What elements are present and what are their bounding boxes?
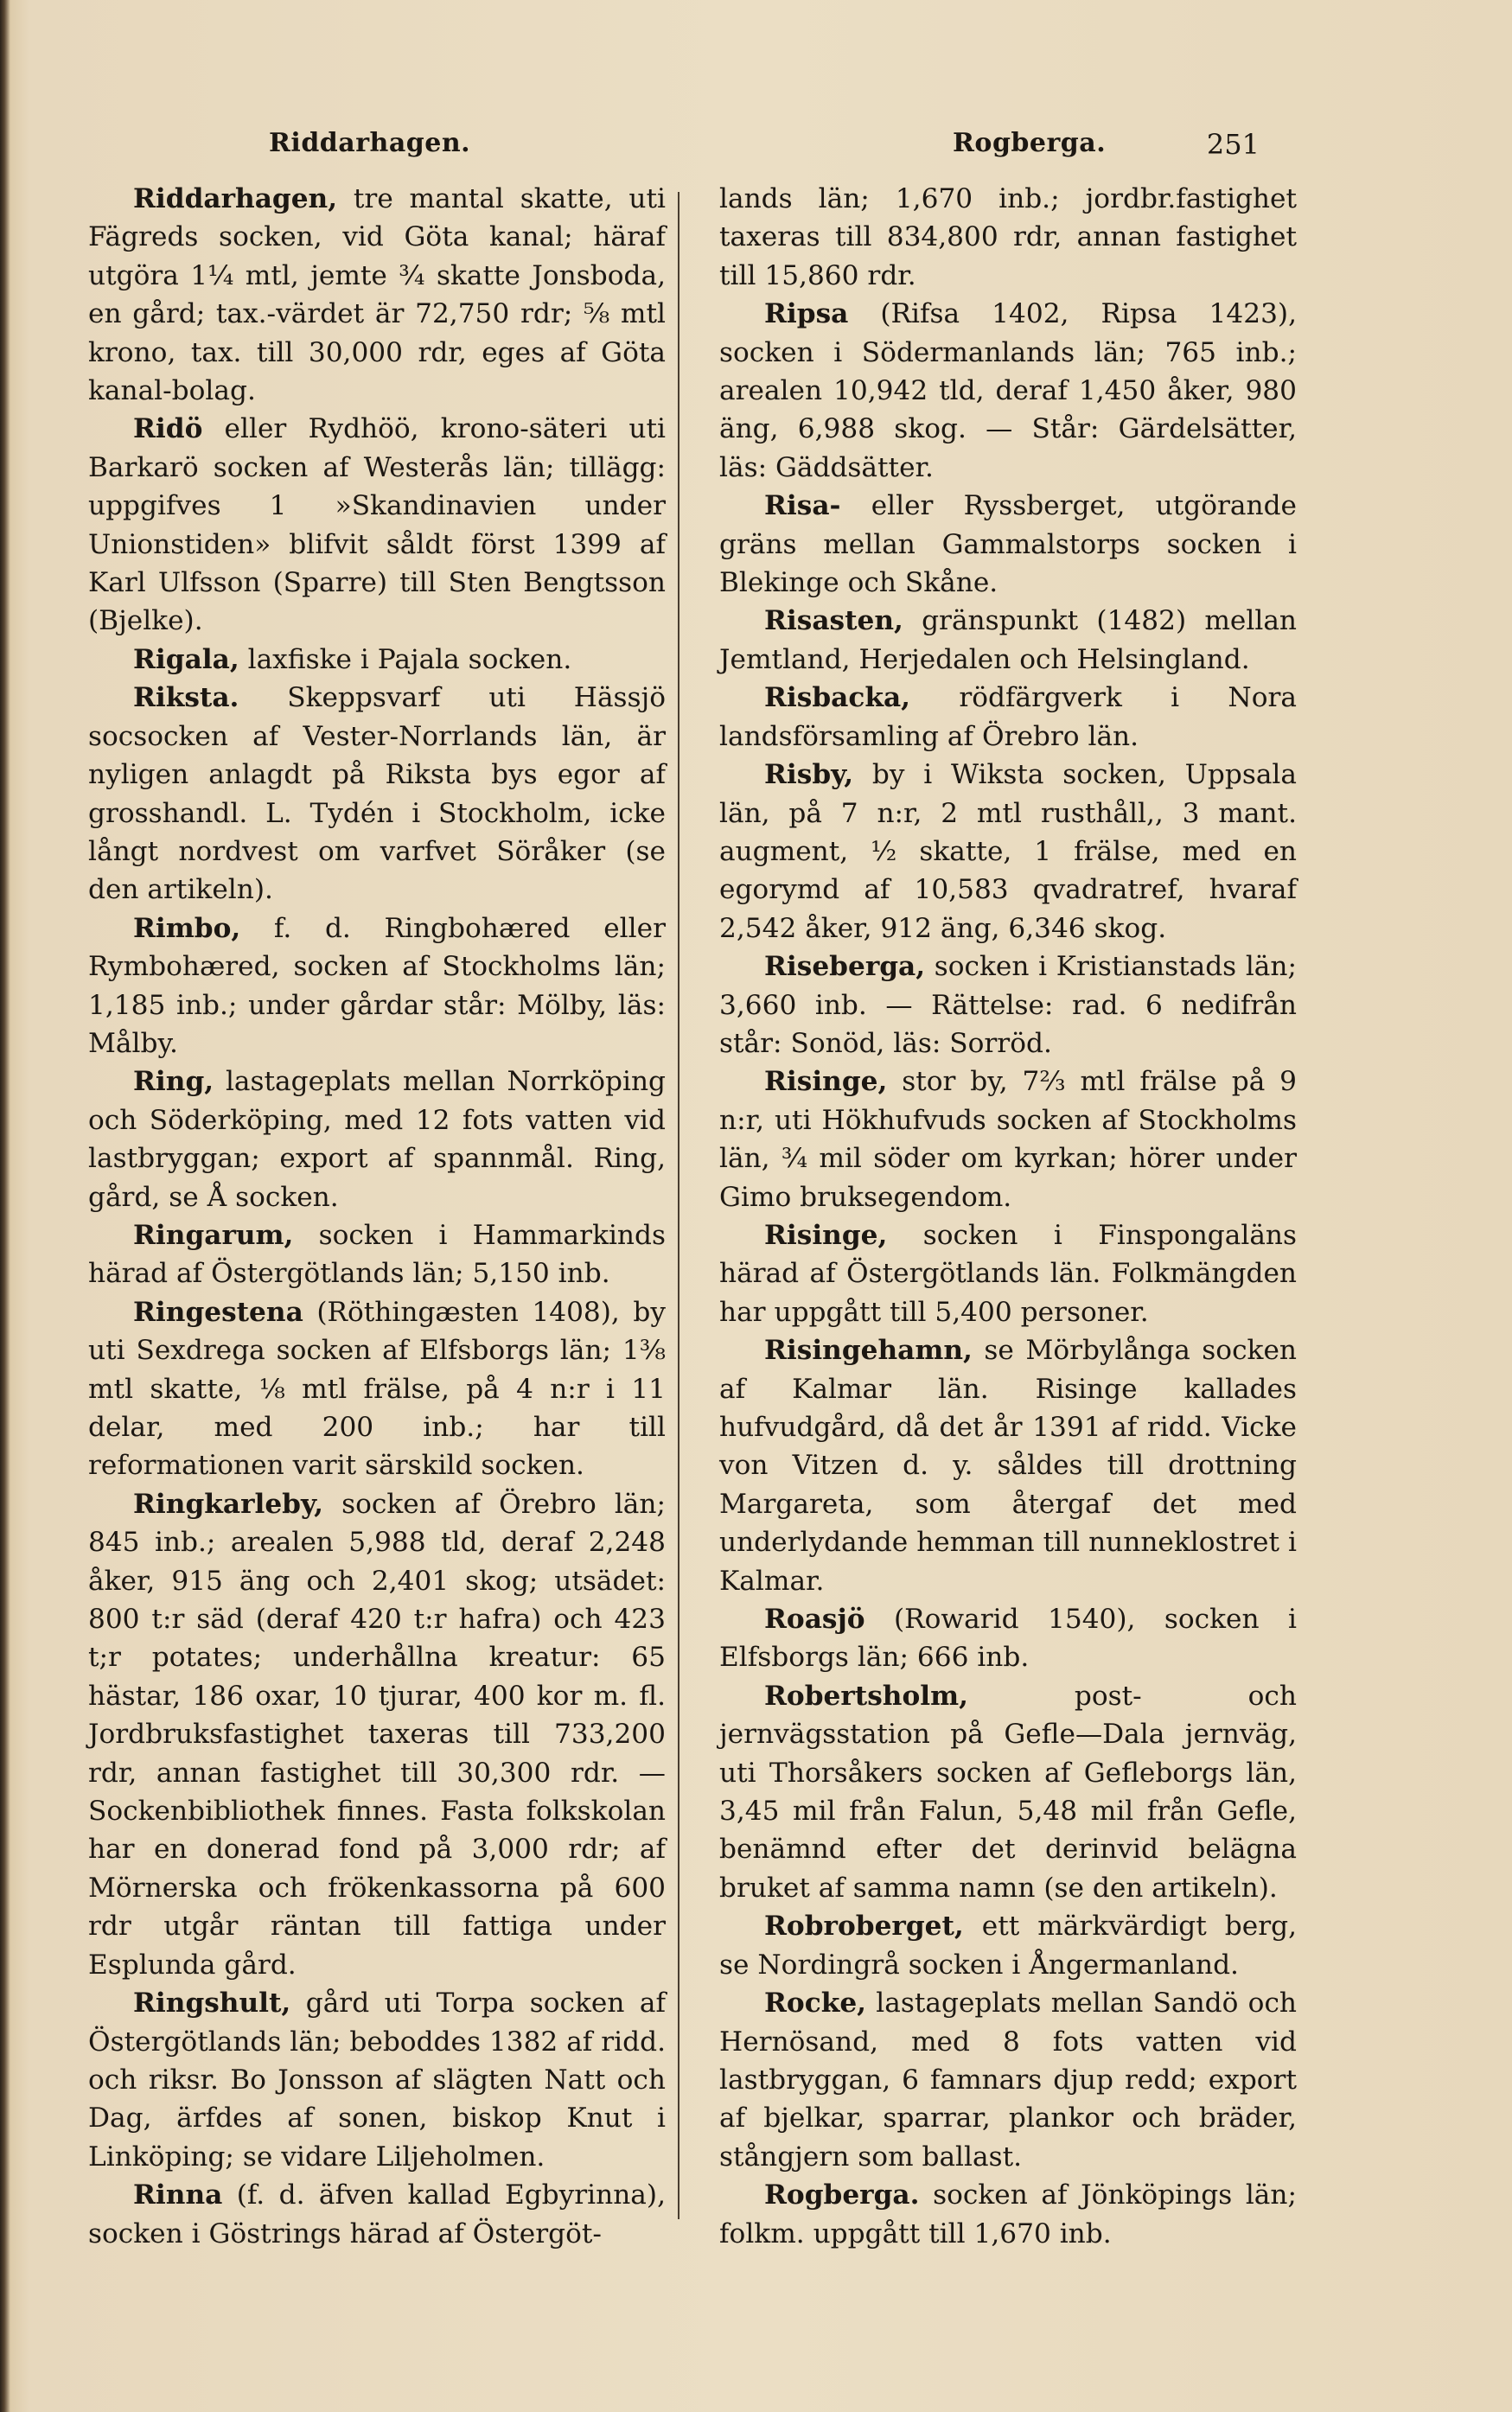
dictionary-entry [719, 602, 1297, 679]
entry-text: gränspunkt (1482) mellan Jemtland, Herjedalen och Helsingland. [719, 605, 1297, 675]
dictionary-entry [88, 679, 666, 909]
dictionary-entry [719, 1331, 1297, 1600]
entry-headword: Rimbo, [133, 912, 241, 944]
entry-text: se Mörbylånga socken af Kalmar län. Risinge kallades hufvudgård, då det år 1391 af ridd. Vicke von Vitzen d. y. såldes till drottning Margareta, som återgaf det med underlydande hemman till nunneklostret i Kalmar. [719, 1335, 1297, 1597]
entry-headword: Riksta. [133, 682, 239, 714]
dictionary-entry [88, 1293, 666, 1485]
entry-text: socken af Örebro län; 845 inb.; arealen 5,988 tld, deraf 2,248 åker, 915 äng och 2,401 skog; utsädet: 800 t:r säd (deraf 420 t:r hafra) och 423 t;r potates; underhållna kreatur: 65 hästar, 186 oxar, 10 tjurar, 400 kor m. fl. Jordbruksfastighet taxeras till 733,200 rdr, annan fastighet till 30,300 rdr. — Sockenbibliothek finnes. Fasta folkskolan har en donerad fond på 3,000 rdr; af Mörnerska och frökenkassorna på 600 rdr utgår räntan till fattiga under Esplunda gård. [88, 1488, 666, 1981]
entry-text: (Röthingæsten 1408), by uti Sexdrega socken af Elfsborgs län; 1⅜ mtl skatte, ⅛ mtl frälse, på 4 n:r i 11 delar, med 200 inb.; har till reformationen varit särskild socken. [88, 1296, 666, 1482]
entry-text: (Rowarid 1540), socken i Elfsborgs län; 666 inb. [719, 1604, 1297, 1674]
dictionary-entry [719, 1216, 1297, 1331]
entry-text: lastageplats mellan Norrköping och Söderköping, med 12 fots vatten vid lastbryggan; export af spannmål. Ring, gård, se Å socken. [88, 1066, 666, 1213]
entry-headword: Riddarhagen, [133, 183, 338, 214]
entry-text: stor by, 7⅔ mtl frälse på 9 n:r, uti Hökhufvuds socken af Stockholms län, ¾ mil söder om kyrkan; hörer under Gimo bruksegendom. [719, 1066, 1297, 1213]
dictionary-entry [719, 2176, 1297, 2253]
left-column [88, 180, 666, 2253]
entry-text: socken af Jönköpings län; folkm. uppgått till 1,670 inb. [719, 2179, 1297, 2249]
entry-text: socken i Kristianstads län; 3,660 inb. — Rättelse: rad. 6 nedifrån står: Sonöd, läs: Sorröd. [719, 951, 1297, 1059]
entry-text: (f. d. äfven kallad Egbyrinna), socken i Göstrings härad af Östergöt- [88, 2179, 666, 2249]
dictionary-entry [719, 1062, 1297, 1216]
entry-headword: Ringshult, [133, 1988, 291, 2020]
dictionary-entry [719, 756, 1297, 948]
entry-headword: Rigala, [133, 643, 239, 675]
running-head-left: Riddarhagen. [269, 128, 471, 158]
entry-headword: Ridö [133, 413, 203, 445]
entry-text: f. d. Ringbohæred eller Rymbohæred, socken af Stockholms län; 1,185 inb.; under gårdar står: Mölby, läs: Målby. [88, 912, 666, 1059]
entry-headword: Ring, [133, 1066, 214, 1098]
entry-text: by i Wiksta socken, Uppsala län, på 7 n:r, 2 mtl rusthåll,, 3 mant. augment, ½ skatte, 1 frälse, med en egorymd af 10,583 qvadratref, hvaraf 2,542 åker, 912 äng, 6,346 skog. [719, 759, 1297, 944]
entry-headword: Ripsa [764, 298, 849, 330]
dictionary-entry [719, 1600, 1297, 1677]
dictionary-entry [719, 1984, 1297, 2176]
entry-text: post- och jernvägsstation på Gefle—Dala jernväg, uti Thorsåkers socken af Gefleborgs län, 3,45 mil från Falun, 5,48 mil från Gefle, benämnd efter det derinvid belägna bruket af samma namn (se den artikeln). [719, 1680, 1297, 1904]
entry-headword: Risinge, [764, 1066, 888, 1098]
entry-text: laxfiske i Pajala socken. [239, 643, 572, 675]
entry-headword: Roasjö [764, 1604, 865, 1636]
entry-text: Skeppsvarf uti Hässjö socsocken af Vester-Norrlands län, är nyligen anlagdt på Riksta bys egor af grosshandl. L. Tydén i Stockholm, icke långt nordvest om varfvet Söråker (se den artikeln). [88, 682, 666, 906]
continuation-text: lands län; 1,670 inb.; jordbr.fastighet taxeras till 834,800 rdr, annan fastighet till 15,860 rdr. [719, 183, 1297, 291]
entry-headword: Risinge, [764, 1219, 888, 1251]
entry-text: tre mantal skatte, uti Fägreds socken, vid Göta kanal; häraf utgöra 1¼ mtl, jemte ¾ skatte Jonsboda, en gård; tax.-värdet är 72,750 rdr; ⅝ mtl krono, tax. till 30,000 rdr, eges af Göta kanal-bolag. [88, 183, 666, 407]
dictionary-entry [88, 1216, 666, 1293]
dictionary-entry [88, 909, 666, 1063]
dictionary-entry [719, 295, 1297, 487]
entry-headword: Rinna [133, 2179, 223, 2211]
dictionary-entry [88, 2176, 666, 2253]
entry-headword: Ringarum, [133, 1219, 294, 1251]
dictionary-entry [88, 410, 666, 640]
entry-headword: Ringestena [133, 1296, 303, 1328]
dictionary-entry [88, 180, 666, 410]
right-column [719, 180, 1297, 2253]
entry-headword: Risa- [764, 490, 841, 522]
entry-headword: Riseberga, [764, 951, 926, 983]
entry-headword: Robroberget, [764, 1911, 964, 1943]
entry-text: eller Rydhöö, krono-säteri uti Barkarö socken af Westerås län; tillägg: uppgifves 1 »Skandinavien under Unionstiden» blifvit såldt först 1399 af Karl Ulfsson (Sparre) till Sten Bengtsson (Bjelke). [88, 413, 666, 637]
dictionary-entry [88, 1984, 666, 2176]
entry-headword: Ringkarleby, [133, 1488, 323, 1520]
dictionary-entry [719, 487, 1297, 602]
dictionary-entry [719, 1907, 1297, 1984]
entry-text: lastageplats mellan Sandö och Hernösand, med 8 fots vatten vid lastbryggan, 6 famnars djup redd; export af bjelkar, sparrar, plankor och bräder, stångjern som ballast. [719, 1988, 1297, 2173]
entry-headword: Robertsholm, [764, 1680, 968, 1712]
entry-text: gård uti Torpa socken af Östergötlands län; beboddes 1382 af ridd. och riksr. Bo Jonsson af slägten Natt och Dag, ärfdes af sonen, biskop Knut i Linköping; se vidare Liljeholmen. [88, 1988, 666, 2173]
entry-headword: Risingehamn, [764, 1335, 973, 1367]
running-head-right: Rogberga. [953, 128, 1107, 158]
entry-text: socken i Finspongaläns härad af Östergötlands län. Folkmängden har uppgått till 5,400 personer. [719, 1219, 1297, 1328]
entry-text: rödfärgverk i Nora landsförsamling af Örebro län. [719, 682, 1297, 752]
entry-headword: Risasten, [764, 605, 903, 637]
page-binding-edge [0, 0, 10, 2412]
entry-headword: Rocke, [764, 1988, 867, 2020]
dictionary-entry [88, 1485, 666, 1984]
column-divider [678, 192, 679, 2219]
entry-text: socken i Hammarkinds härad af Östergötlands län; 5,150 inb. [88, 1219, 666, 1290]
dictionary-entry [719, 948, 1297, 1062]
dictionary-entry [88, 641, 666, 679]
entry-headword: Risbacka, [764, 682, 911, 714]
entry-text: ett märkvärdigt berg, se Nordingrå socken i Ångermanland. [719, 1911, 1297, 1981]
entry-text: (Rifsa 1402, Ripsa 1423), socken i Södermanlands län; 765 inb.; arealen 10,942 tld, deraf 1,450 åker, 980 äng, 6,988 skog. — Står: Gärdelsätter, läs: Gäddsätter. [719, 298, 1297, 483]
dictionary-entry [719, 1677, 1297, 1907]
page-number: 251 [1206, 128, 1260, 161]
entry-headword: Rogberga. [764, 2179, 920, 2211]
entry-headword: Risby, [764, 759, 854, 791]
entry-text: eller Ryssberget, utgörande gräns mellan Gammalstorps socken i Blekinge och Skåne. [719, 490, 1297, 599]
dictionary-entry [719, 679, 1297, 756]
dictionary-entry [88, 1062, 666, 1216]
